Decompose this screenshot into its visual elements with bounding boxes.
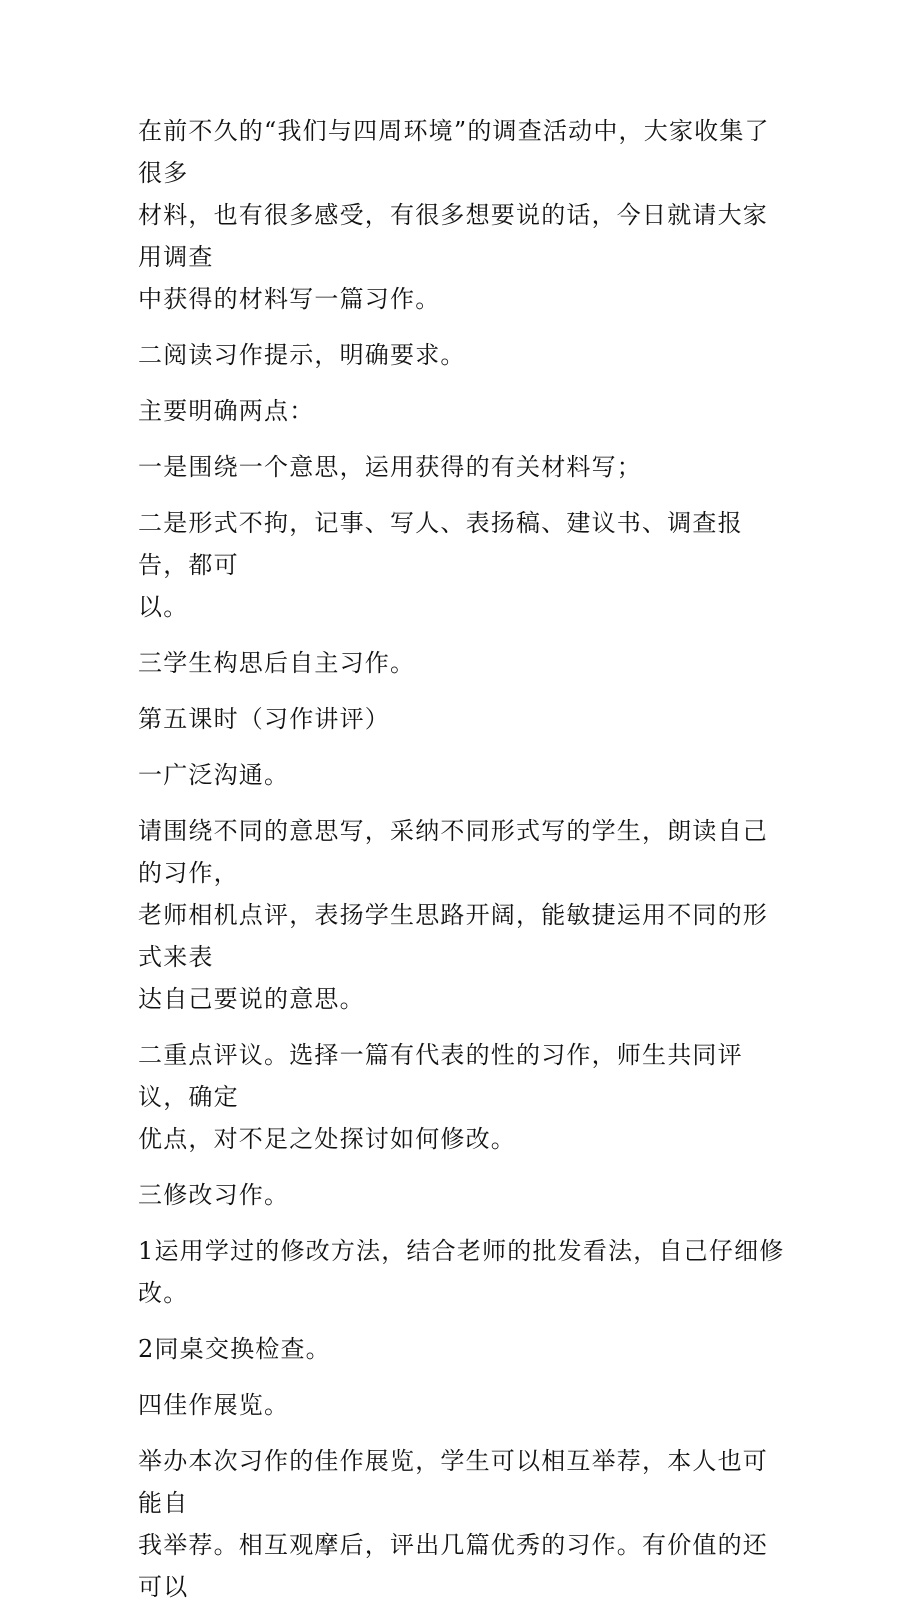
paragraph bbox=[138, 502, 788, 628]
paragraph bbox=[138, 1174, 788, 1216]
text-line: 达自己要说的意思。 bbox=[138, 985, 365, 1013]
text-line: 四佳作展览。 bbox=[138, 1391, 290, 1419]
paragraph bbox=[138, 642, 788, 684]
text-line: 我举荐。相互观摩后，评出几篇优秀的习作。有价值的还可以 bbox=[138, 1531, 768, 1601]
paragraph bbox=[138, 1328, 788, 1370]
text-line: 一广泛沟通。 bbox=[138, 761, 290, 789]
paragraph bbox=[138, 1384, 788, 1426]
text-line: 2同桌交换检查。 bbox=[138, 1335, 331, 1363]
paragraph bbox=[138, 390, 788, 432]
text-line: 举办本次习作的佳作展览，学生可以相互举荐，本人也可能自 bbox=[138, 1447, 768, 1517]
paragraph bbox=[138, 754, 788, 796]
text-line: 请围绕不同的意思写，采纳不同形式写的学生，朗读自己的习作， bbox=[138, 817, 768, 887]
text-line: 三修改习作。 bbox=[138, 1181, 290, 1209]
text-line: 二是形式不拘，记事、写人、表扬稿、建议书、调查报告，都可 bbox=[138, 509, 743, 579]
text-line: 优点，对不足之处探讨如何修改。 bbox=[138, 1125, 516, 1153]
paragraph bbox=[138, 1440, 788, 1608]
paragraph bbox=[138, 698, 788, 740]
text-line: 以。 bbox=[138, 593, 189, 621]
text-line: 二阅读习作提示，明确要求。 bbox=[138, 341, 466, 369]
document-body bbox=[138, 110, 788, 1608]
paragraph bbox=[138, 1230, 788, 1314]
text-line: 三学生构思后自主习作。 bbox=[138, 649, 416, 677]
text-line: 材料，也有很多感受，有很多想要说的话，今日就请大家用调查 bbox=[138, 201, 768, 271]
text-line: 一是围绕一个意思，运用获得的有关材料写； bbox=[138, 453, 642, 481]
text-line: 主要明确两点： bbox=[138, 397, 315, 425]
paragraph bbox=[138, 810, 788, 1020]
paragraph bbox=[138, 110, 788, 320]
text-line: 第五课时（习作讲评） bbox=[138, 705, 390, 733]
text-line: 1运用学过的修改方法，结合老师的批发看法，自己仔细修改。 bbox=[138, 1237, 785, 1307]
paragraph bbox=[138, 1034, 788, 1160]
paragraph bbox=[138, 334, 788, 376]
text-line: 老师相机点评，表扬学生思路开阔，能敏捷运用不同的形式来表 bbox=[138, 901, 768, 971]
text-line: 二重点评议。选择一篇有代表的性的习作，师生共同评议，确定 bbox=[138, 1041, 743, 1111]
text-line: 在前不久的“我们与四周环境”的调查活动中，大家收集了很多 bbox=[138, 117, 770, 187]
paragraph bbox=[138, 446, 788, 488]
text-line: 中获得的材料写一篇习作。 bbox=[138, 285, 441, 313]
